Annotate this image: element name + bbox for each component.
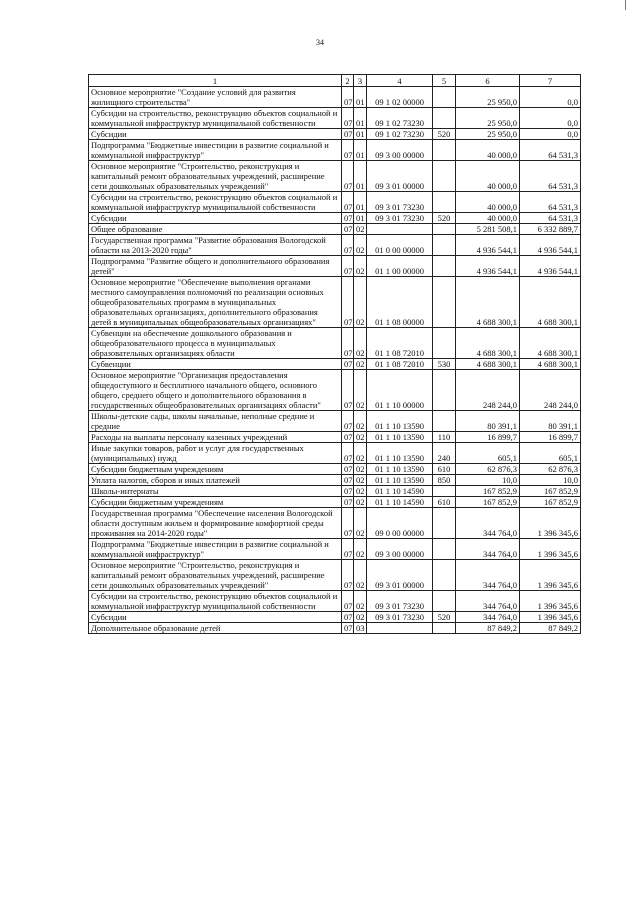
amount-second-year: 64 531,3 [520,192,581,213]
section-code: 07 [342,108,354,129]
row-name: Государственная программа "Обеспечение населения Вологодской области доступным жильем и формирование комфортной среды проживания на 2014-2020 годы" [89,508,342,539]
subsection-code: 02 [354,256,367,277]
table-row [89,497,581,508]
amount-first-year: 40 000,0 [456,161,520,192]
target-article-code: 01 1 08 00000 [367,277,433,328]
subsection-code: 01 [354,161,367,192]
section-code: 07 [342,497,354,508]
amount-second-year: 62 876,3 [520,464,581,475]
expense-type-code [433,256,456,277]
target-article-code: 09 1 02 00000 [367,87,433,108]
subsection-code: 02 [354,224,367,235]
amount-first-year: 4 688 300,1 [456,277,520,328]
expense-type-code: 520 [433,129,456,140]
subsection-code: 03 [354,623,367,634]
amount-second-year: 80 391,1 [520,411,581,432]
table-row [89,591,581,612]
amount-first-year: 4 688 300,1 [456,359,520,370]
page-number: 34 [316,38,324,47]
expense-type-code: 520 [433,213,456,224]
row-name: Субвенции [89,359,342,370]
subsection-code: 01 [354,192,367,213]
subsection-code: 02 [354,464,367,475]
budget-table [88,74,581,634]
row-name: Уплата налогов, сборов и иных платежей [89,475,342,486]
subsection-code: 01 [354,129,367,140]
amount-second-year: 167 852,9 [520,486,581,497]
section-code: 07 [342,129,354,140]
expense-type-code: 520 [433,612,456,623]
target-article-code: 09 3 01 00000 [367,560,433,591]
target-article-code: 01 1 08 72010 [367,328,433,359]
expense-type-code [433,591,456,612]
table-row [89,359,581,370]
page-edge-mark [625,0,626,10]
amount-first-year: 4 936 544,1 [456,235,520,256]
amount-second-year: 1 396 345,6 [520,508,581,539]
section-code: 07 [342,539,354,560]
amount-first-year: 25 950,0 [456,108,520,129]
amount-first-year: 80 391,1 [456,411,520,432]
target-article-code [367,224,433,235]
amount-second-year: 4 688 300,1 [520,328,581,359]
column-header: 4 [367,75,433,87]
target-article-code: 01 1 10 13590 [367,464,433,475]
expense-type-code [433,224,456,235]
target-article-code: 09 3 01 73230 [367,192,433,213]
section-code: 07 [342,464,354,475]
amount-second-year: 64 531,3 [520,161,581,192]
section-code: 07 [342,87,354,108]
target-article-code: 01 1 10 14590 [367,497,433,508]
expense-type-code: 530 [433,359,456,370]
table-row [89,161,581,192]
amount-second-year: 6 332 889,7 [520,224,581,235]
row-name: Подпрограмма "Бюджетные инвестиции в развитие социальной и коммунальной инфраструктур" [89,140,342,161]
target-article-code: 09 3 00 00000 [367,140,433,161]
subsection-code: 02 [354,560,367,591]
row-name: Расходы на выплаты персоналу казенных учреждений [89,432,342,443]
amount-second-year: 1 396 345,6 [520,539,581,560]
column-header: 2 [342,75,354,87]
amount-first-year: 344 764,0 [456,560,520,591]
section-code: 07 [342,359,354,370]
expense-type-code [433,108,456,129]
amount-first-year: 40 000,0 [456,213,520,224]
table-row [89,108,581,129]
amount-second-year: 0,0 [520,87,581,108]
row-name: Субсидии бюджетным учреждениям [89,497,342,508]
row-name: Подпрограмма "Бюджетные инвестиции в развитие социальной и коммунальной инфраструктур" [89,539,342,560]
amount-first-year: 10,0 [456,475,520,486]
table-row [89,129,581,140]
target-article-code: 01 1 10 14590 [367,486,433,497]
section-code: 07 [342,224,354,235]
amount-first-year: 40 000,0 [456,140,520,161]
table-row [89,612,581,623]
target-article-code: 09 0 00 00000 [367,508,433,539]
expense-type-code [433,87,456,108]
amount-second-year: 16 899,7 [520,432,581,443]
target-article-code: 09 3 01 73230 [367,591,433,612]
subsection-code: 02 [354,475,367,486]
target-article-code: 01 1 00 00000 [367,256,433,277]
column-header: 1 [89,75,342,87]
amount-second-year: 87 849,2 [520,623,581,634]
table-row [89,560,581,591]
subsection-code: 02 [354,370,367,411]
subsection-code: 02 [354,539,367,560]
target-article-code: 01 1 10 13590 [367,411,433,432]
row-name: Субсидии на строительство, реконструкцию объектов социальной и коммунальной инфраструктур муниципальной собственности [89,108,342,129]
row-name: Основное мероприятие "Обеспечение выполнения органами местного самоуправления полномочий по реализации основных общеобразовательных программ в муниципальных образовательных организациях, дополнительного образования детей в муниципальных общеобразовательных организациях" [89,277,342,328]
row-name: Иные закупки товаров, работ и услуг для государственных (муниципальных) нужд [89,443,342,464]
subsection-code: 01 [354,140,367,161]
section-code: 07 [342,443,354,464]
row-name: Субсидии [89,213,342,224]
section-code: 07 [342,328,354,359]
amount-second-year: 1 396 345,6 [520,612,581,623]
table-row [89,328,581,359]
column-number-row [89,75,581,87]
row-name: Дополнительное образование детей [89,623,342,634]
amount-second-year: 1 396 345,6 [520,591,581,612]
amount-second-year: 1 396 345,6 [520,560,581,591]
amount-second-year: 167 852,9 [520,497,581,508]
row-name: Школы-интернаты [89,486,342,497]
amount-first-year: 344 764,0 [456,612,520,623]
amount-first-year: 62 876,3 [456,464,520,475]
section-code: 07 [342,432,354,443]
table-row [89,443,581,464]
subsection-code: 02 [354,411,367,432]
table-row [89,256,581,277]
amount-second-year: 248 244,0 [520,370,581,411]
table-row [89,213,581,224]
amount-second-year: 4 936 544,1 [520,235,581,256]
row-name: Общее образование [89,224,342,235]
row-name: Субсидии [89,129,342,140]
section-code: 07 [342,560,354,591]
row-name: Основное мероприятие "Строительство, реконструкция и капитальный ремонт образовательных учреждений, расширение сети дошкольных образовательных учреждений" [89,560,342,591]
column-header: 5 [433,75,456,87]
amount-second-year: 4 936 544,1 [520,256,581,277]
subsection-code: 02 [354,277,367,328]
subsection-code: 02 [354,497,367,508]
amount-first-year: 605,1 [456,443,520,464]
target-article-code: 09 3 01 73230 [367,612,433,623]
table-row [89,277,581,328]
section-code: 07 [342,591,354,612]
subsection-code: 02 [354,486,367,497]
expense-type-code: 610 [433,497,456,508]
column-header: 3 [354,75,367,87]
section-code: 07 [342,140,354,161]
expense-type-code: 850 [433,475,456,486]
amount-first-year: 344 764,0 [456,539,520,560]
subsection-code: 02 [354,359,367,370]
table-row [89,192,581,213]
row-name: Основное мероприятие "Создание условий для развития жилищного строительства" [89,87,342,108]
amount-second-year: 605,1 [520,443,581,464]
target-article-code: 09 1 02 73230 [367,108,433,129]
row-name: Основное мероприятие "Организация предоставления общедоступного и бесплатного начального общего, основного общего, среднего общего и дополнительного образования в государственных общеобразовательных организациях области" [89,370,342,411]
table-row [89,370,581,411]
row-name: Субвенции на обеспечение дошкольного образования и общеобразовательного процесса в муниципальных образовательных организациях области [89,328,342,359]
amount-first-year: 25 950,0 [456,129,520,140]
row-name: Субсидии на строительство, реконструкцию объектов социальной и коммунальной инфраструктур муниципальной собственности [89,591,342,612]
table-row [89,224,581,235]
amount-first-year: 248 244,0 [456,370,520,411]
amount-first-year: 5 281 508,1 [456,224,520,235]
target-article-code: 01 0 00 00000 [367,235,433,256]
section-code: 07 [342,411,354,432]
row-name: Основное мероприятие "Строительство, реконструкция и капитальный ремонт образовательных учреждений, расширение сети дошкольных образовательных учреждений" [89,161,342,192]
amount-first-year: 16 899,7 [456,432,520,443]
target-article-code: 01 1 10 00000 [367,370,433,411]
section-code: 07 [342,161,354,192]
amount-first-year: 344 764,0 [456,508,520,539]
expense-type-code: 240 [433,443,456,464]
amount-second-year: 64 531,3 [520,213,581,224]
table-row [89,235,581,256]
amount-first-year: 167 852,9 [456,486,520,497]
amount-first-year: 167 852,9 [456,497,520,508]
subsection-code: 02 [354,508,367,539]
expense-type-code: 610 [433,464,456,475]
amount-first-year: 4 688 300,1 [456,328,520,359]
section-code: 07 [342,277,354,328]
amount-second-year: 4 688 300,1 [520,359,581,370]
expense-type-code [433,192,456,213]
section-code: 07 [342,235,354,256]
target-article-code: 09 3 01 73230 [367,213,433,224]
table-row [89,464,581,475]
expense-type-code [433,161,456,192]
subsection-code: 02 [354,328,367,359]
target-article-code: 01 1 10 13590 [367,432,433,443]
subsection-code: 02 [354,443,367,464]
table-row [89,475,581,486]
section-code: 07 [342,256,354,277]
expense-type-code [433,623,456,634]
target-article-code: 09 3 00 00000 [367,539,433,560]
subsection-code: 02 [354,432,367,443]
expense-type-code [433,560,456,591]
expense-type-code [433,539,456,560]
expense-type-code [433,235,456,256]
row-name: Субсидии на строительство, реконструкцию объектов социальной и коммунальной инфраструктур муниципальной собственности [89,192,342,213]
expense-type-code: 110 [433,432,456,443]
subsection-code: 01 [354,87,367,108]
row-name: Субсидии бюджетным учреждениям [89,464,342,475]
row-name: Подпрограмма "Развитие общего и дополнительного образования детей" [89,256,342,277]
amount-second-year: 10,0 [520,475,581,486]
row-name: Субсидии [89,612,342,623]
subsection-code: 02 [354,235,367,256]
row-name: Государственная программа "Развитие образования Вологодской области на 2013-2020 годы" [89,235,342,256]
expense-type-code [433,328,456,359]
target-article-code [367,623,433,634]
table-row [89,508,581,539]
target-article-code: 01 1 10 13590 [367,475,433,486]
subsection-code: 02 [354,612,367,623]
section-code: 07 [342,213,354,224]
amount-first-year: 87 849,2 [456,623,520,634]
table-row [89,486,581,497]
expense-type-code [433,370,456,411]
amount-first-year: 40 000,0 [456,192,520,213]
section-code: 07 [342,370,354,411]
table-row [89,140,581,161]
amount-second-year: 0,0 [520,108,581,129]
table-row [89,87,581,108]
section-code: 07 [342,192,354,213]
target-article-code: 01 1 10 13590 [367,443,433,464]
amount-first-year: 344 764,0 [456,591,520,612]
table-row [89,623,581,634]
amount-second-year: 64 531,3 [520,140,581,161]
section-code: 07 [342,508,354,539]
target-article-code: 09 3 01 00000 [367,161,433,192]
amount-first-year: 25 950,0 [456,87,520,108]
table-row [89,432,581,443]
target-article-code: 09 1 02 73230 [367,129,433,140]
section-code: 07 [342,612,354,623]
subsection-code: 01 [354,108,367,129]
column-header: 7 [520,75,581,87]
amount-first-year: 4 936 544,1 [456,256,520,277]
section-code: 07 [342,475,354,486]
expense-type-code [433,411,456,432]
table-row [89,539,581,560]
subsection-code: 02 [354,591,367,612]
amount-second-year: 0,0 [520,129,581,140]
amount-second-year: 4 688 300,1 [520,277,581,328]
section-code: 07 [342,623,354,634]
target-article-code: 01 1 08 72010 [367,359,433,370]
section-code: 07 [342,486,354,497]
row-name: Школы-детские сады, школы начальные, неполные средние и средние [89,411,342,432]
column-header: 6 [456,75,520,87]
table-row [89,411,581,432]
expense-type-code [433,277,456,328]
subsection-code: 01 [354,213,367,224]
expense-type-code [433,508,456,539]
expense-type-code [433,486,456,497]
expense-type-code [433,140,456,161]
